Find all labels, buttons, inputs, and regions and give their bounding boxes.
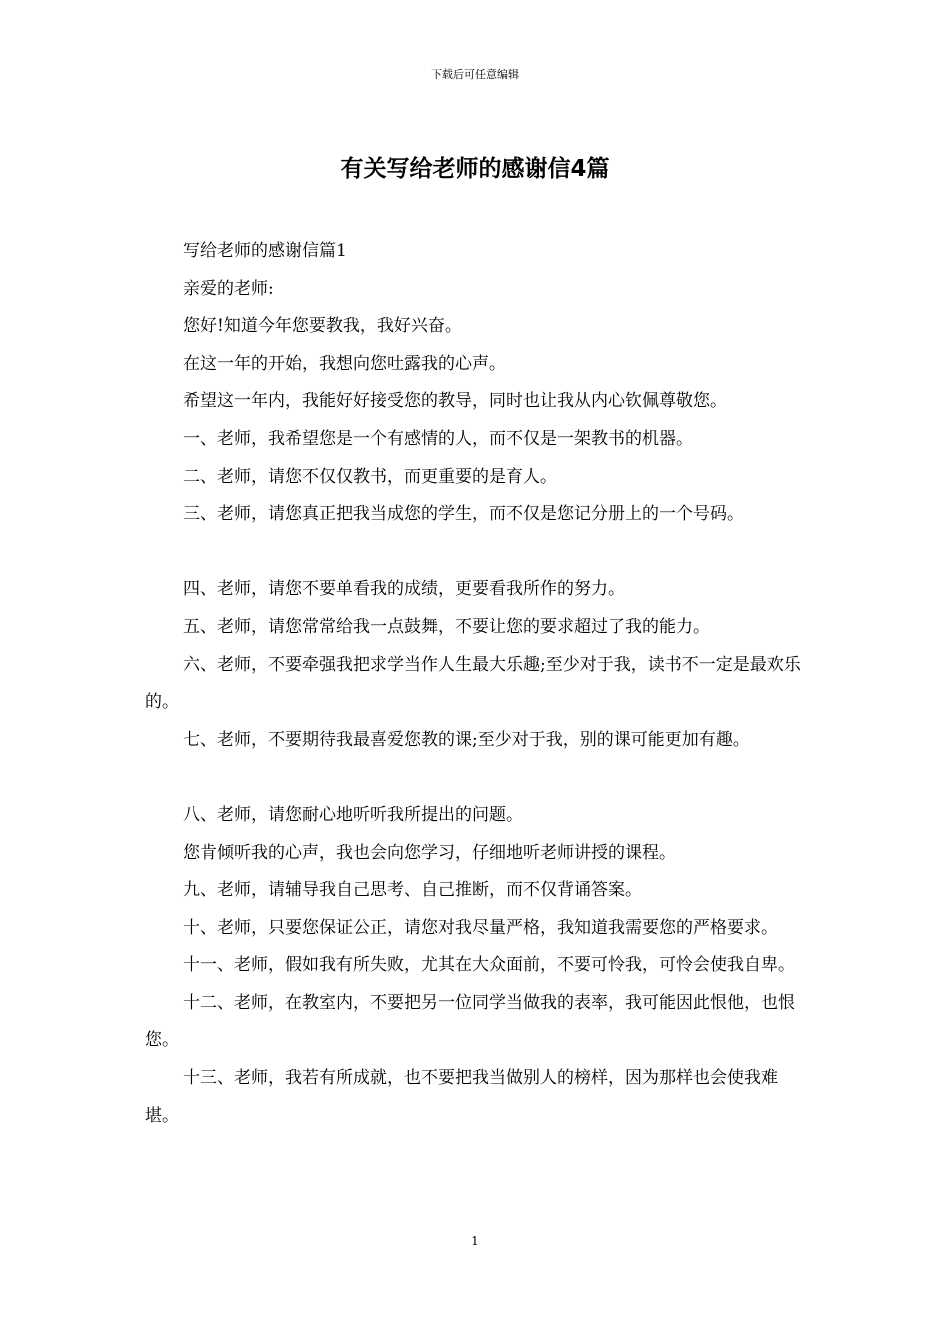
salutation: 亲爱的老师: <box>183 278 274 299</box>
page-header-note: 下载后可任意编辑 <box>431 68 519 81</box>
paragraph: 四、老师，请您不要单看我的成绩，更要看我所作的努力。 <box>183 579 625 600</box>
paragraph: 八、老师，请您耐心地听听我所提出的问题。 <box>183 804 523 825</box>
section-heading: 写给老师的感谢信篇1 <box>183 241 347 261</box>
paragraph: 二、老师，请您不仅仅教书，而更重要的是育人。 <box>183 466 557 487</box>
blank-line <box>145 534 810 572</box>
blank-line <box>145 759 810 797</box>
paragraph: 十二、老师，在教室内，不要把另一位同学当做我的表率，我可能因此恨他，也恨您。 <box>145 992 795 1051</box>
paragraph: 十三、老师，我若有所成就，也不要把我当做别人的榜样，因为那样也会使我难堪。 <box>145 1068 778 1126</box>
paragraph: 五、老师，请您常常给我一点鼓舞，不要让您的要求超过了我的能力。 <box>183 616 710 637</box>
paragraph: 九、老师，请辅导我自己思考、自己推断，而不仅背诵答案。 <box>183 880 642 901</box>
paragraph: 您肯倾听我的心声，我也会向您学习，仔细地听老师讲授的课程。 <box>183 842 676 863</box>
paragraph: 七、老师，不要期待我最喜爱您教的课;至少对于我，别的课可能更加有趣。 <box>183 729 750 750</box>
paragraph: 在这一年的开始，我想向您吐露我的心声。 <box>183 353 506 374</box>
paragraph: 十一、老师，假如我有所失败，尤其在大众面前，不要可怜我，可怜会使我自卑。 <box>183 955 795 976</box>
document-title: 有关写给老师的感谢信4篇 <box>340 156 610 182</box>
paragraph: 六、老师，不要牵强我把求学当作人生最大乐趣;至少对于我，读书不一定是最欢乐的。 <box>145 654 801 713</box>
paragraph: 您好!知道今年您要教我，我好兴奋。 <box>183 316 462 337</box>
paragraph: 十、老师，只要您保证公正，请您对我尽量严格，我知道我需要您的严格要求。 <box>183 917 778 938</box>
paragraph: 希望这一年内，我能好好接受您的教导，同时也让我从内心钦佩尊敬您。 <box>183 391 727 412</box>
page-number: 1 <box>471 1234 479 1248</box>
paragraph: 三、老师，请您真正把我当成您的学生，而不仅是您记分册上的一个号码。 <box>183 504 744 525</box>
letter-body <box>145 233 810 1135</box>
paragraph: 一、老师，我希望您是一个有感情的人，而不仅是一架教书的机器。 <box>183 428 693 449</box>
